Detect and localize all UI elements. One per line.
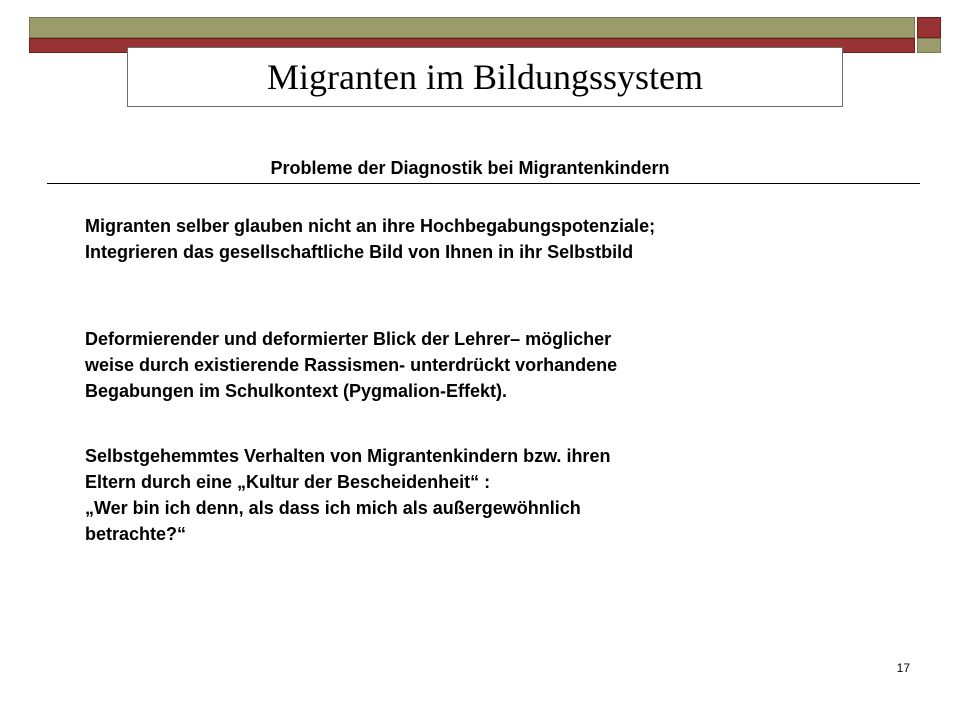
slide-subtitle: Probleme der Diagnostik bei Migrantenkindern [270,158,670,178]
title-box [127,47,843,107]
paragraph-line: Integrieren das gesellschaftliche Bild von Ihnen in ihr Selbstbild [85,242,634,262]
subtitle-divider [47,183,920,184]
header-bar-olive [29,17,915,38]
slide-title: Migranten im Bildungssystem [267,57,703,97]
paragraph-line: Migranten selber glauben nicht an ihre Hochbegabungspotenziale; [85,216,656,236]
paragraph-1 [85,213,655,265]
paragraph-line: Eltern durch eine „Kultur der Bescheidenheit“ : [85,472,491,492]
paragraph-line: „Wer bin ich denn, als dass ich mich als außergewöhnlich [85,498,581,518]
corner-square-red [917,17,941,38]
paragraph-line: Deformierender und deformierter Blick der Lehrer– möglicher [85,329,612,349]
page-number: 17 [896,661,910,675]
paragraph-line: betrachte?“ [85,524,187,544]
paragraph-3 [85,443,610,547]
corner-square-olive [917,38,941,53]
paragraph-line: Selbstgehemmtes Verhalten von Migrantenkindern bzw. ihren [85,446,611,466]
paragraph-line: Begabungen im Schulkontext (Pygmalion-Effekt). [85,381,508,401]
paragraph-2 [85,326,617,404]
paragraph-line: weise durch existierende Rassismen- unterdrückt vorhandene [85,355,618,375]
